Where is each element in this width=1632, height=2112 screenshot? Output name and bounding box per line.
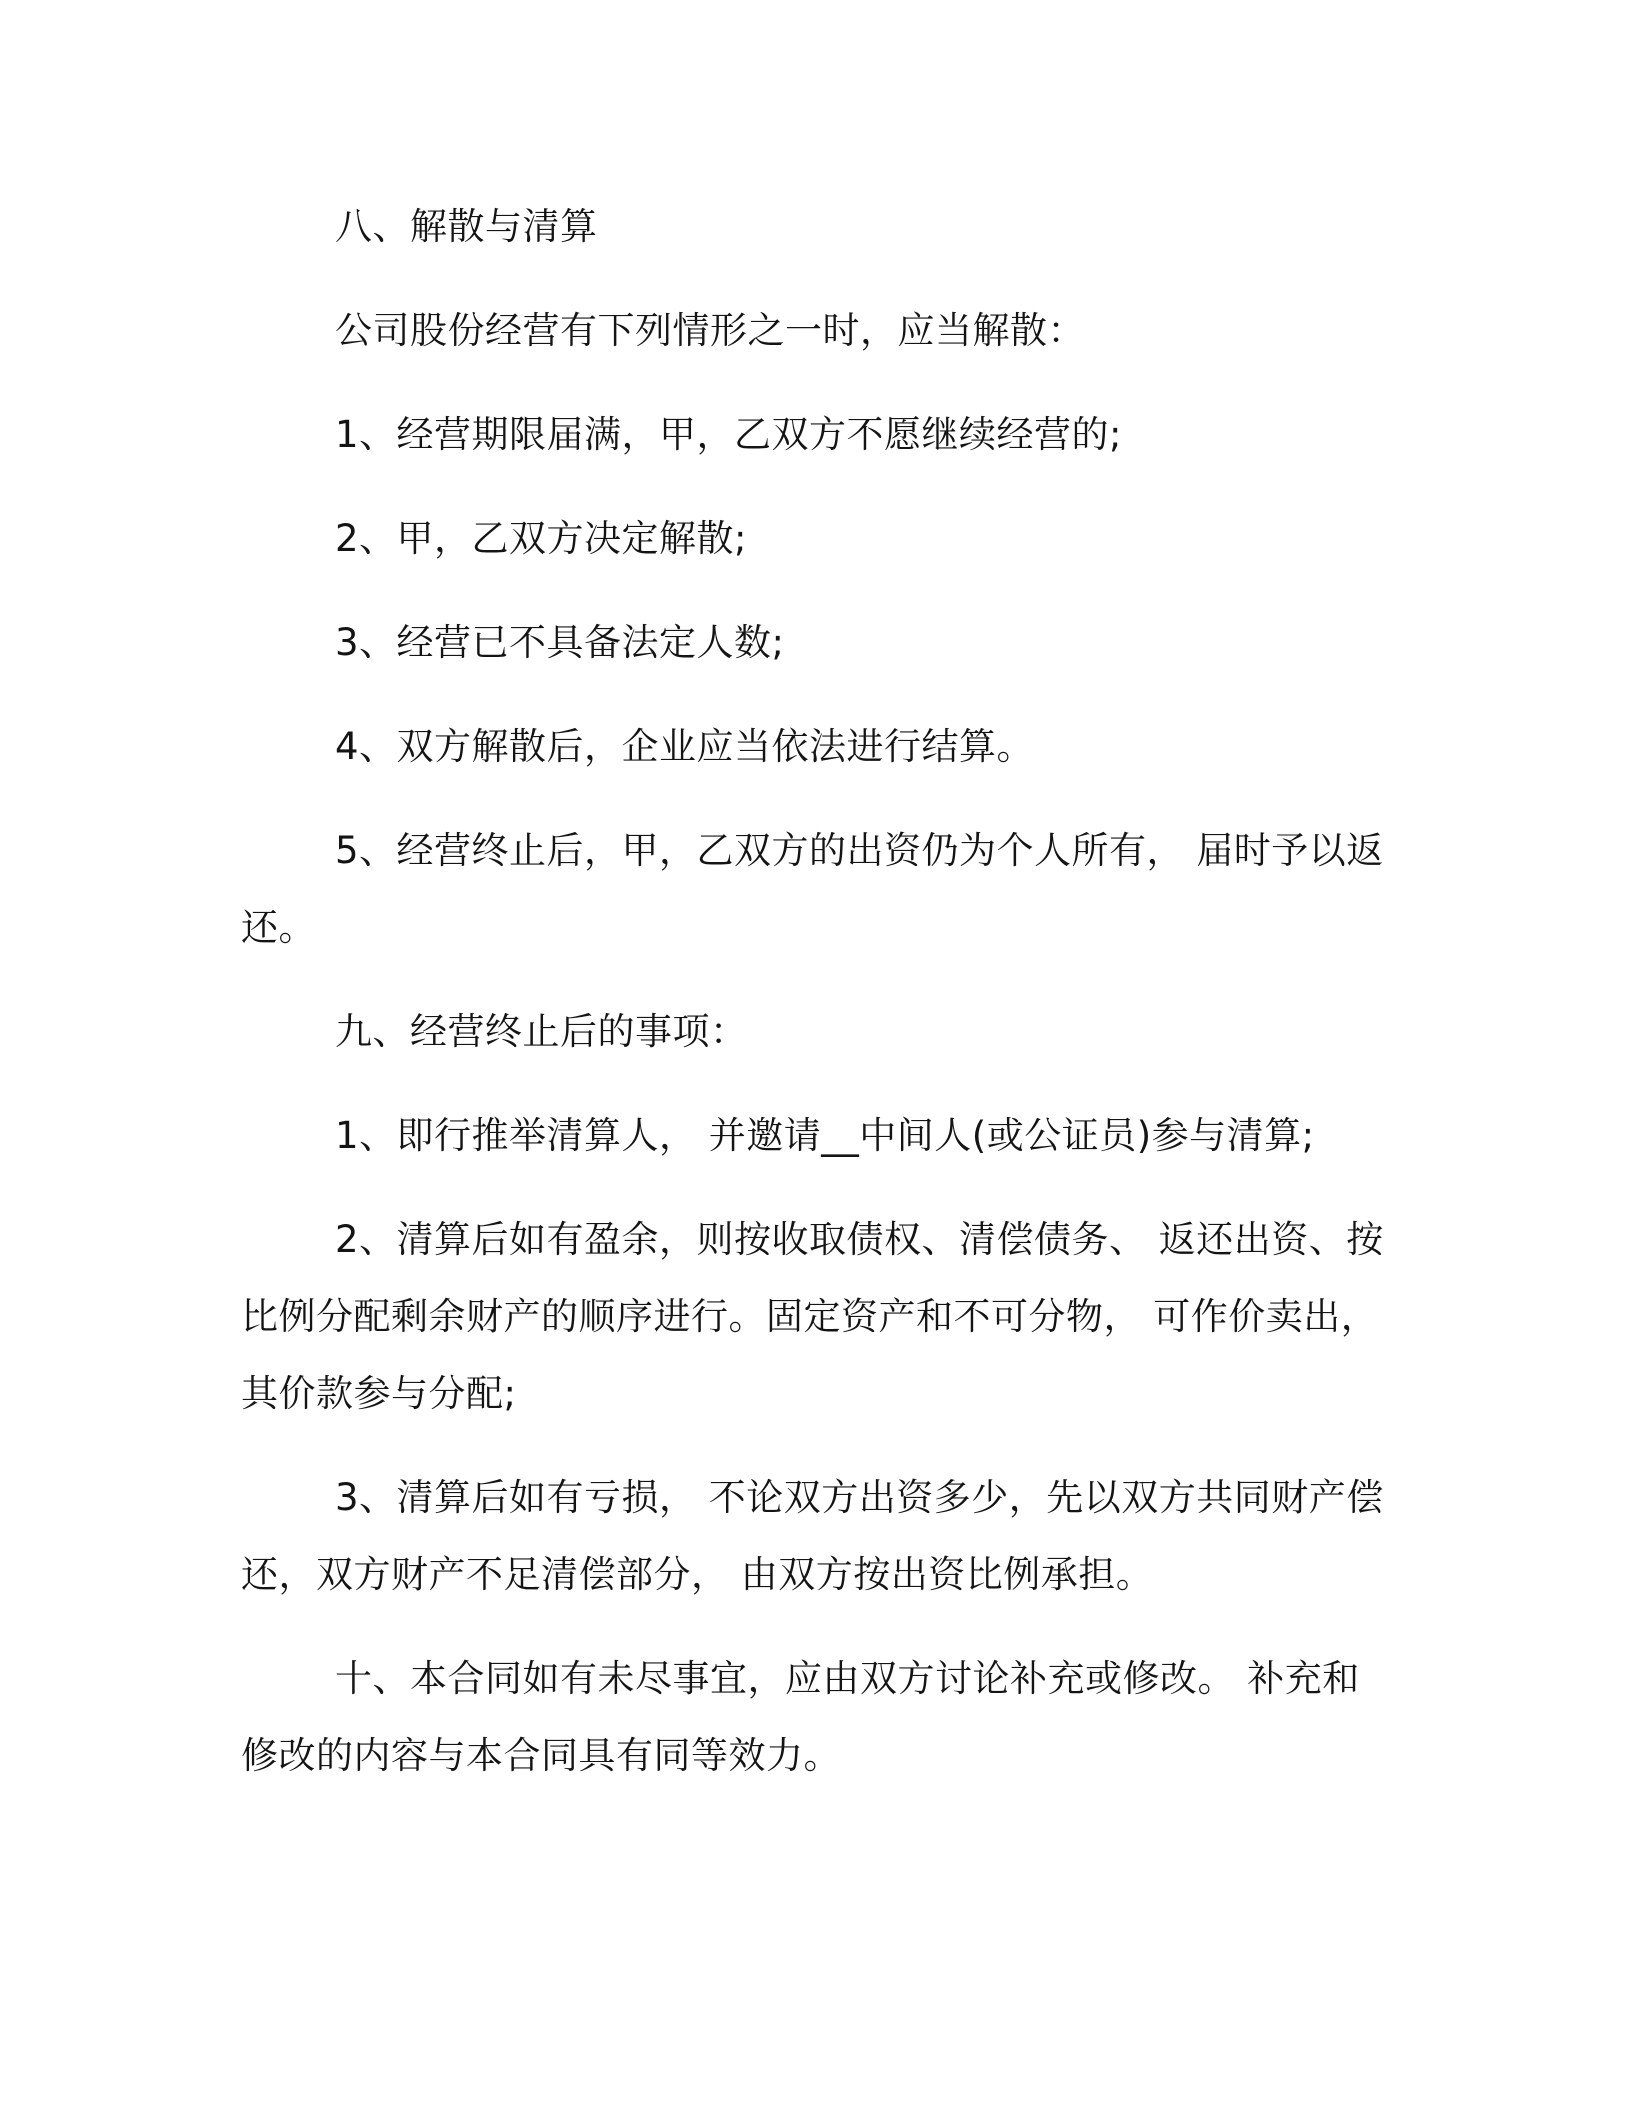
dissolution-item-3: 3、经营已不具备法定人数; xyxy=(335,621,785,664)
termination-item-1: 1、即行推举清算人， 并邀请__中间人(或公证员)参与清算; xyxy=(335,1114,1315,1157)
document-body xyxy=(241,188,1391,1821)
dissolution-item-2: 2、甲，乙双方决定解散; xyxy=(335,517,748,560)
dissolution-item-1: 1、经营期限届满，甲，乙双方不愿继续经营的; xyxy=(335,413,1123,456)
dissolution-item-5: 5、经营终止后，甲，乙双方的出资仍为个人所有， 届时予以返还。 xyxy=(241,829,1384,949)
termination-item-3: 3、清算后如有亏损， 不论双方出资多少，先以双方共同财产偿还，双方财产不足清偿部分， 由双方按出资比例承担。 xyxy=(241,1476,1384,1596)
section-heading-termination: 九、经营终止后的事项： xyxy=(335,1010,748,1053)
termination-item-2: 2、清算后如有盈余，则按收取债权、清偿债务、 返还出资、按比例分配剩余财产的顺序进行。固定资产和不可分物， 可作价卖出，其价款参与分配; xyxy=(241,1218,1384,1415)
dissolution-item-4: 4、双方解散后，企业应当依法进行结算。 xyxy=(335,725,1035,768)
section-heading-supplement: 十、本合同如有未尽事宜，应由双方讨论补充或修改。 补充和修改的内容与本合同具有同等效力。 xyxy=(241,1657,1360,1777)
dissolution-intro: 公司股份经营有下列情形之一时，应当解散： xyxy=(335,309,1085,352)
section-heading-dissolution: 八、解散与清算 xyxy=(335,205,598,248)
